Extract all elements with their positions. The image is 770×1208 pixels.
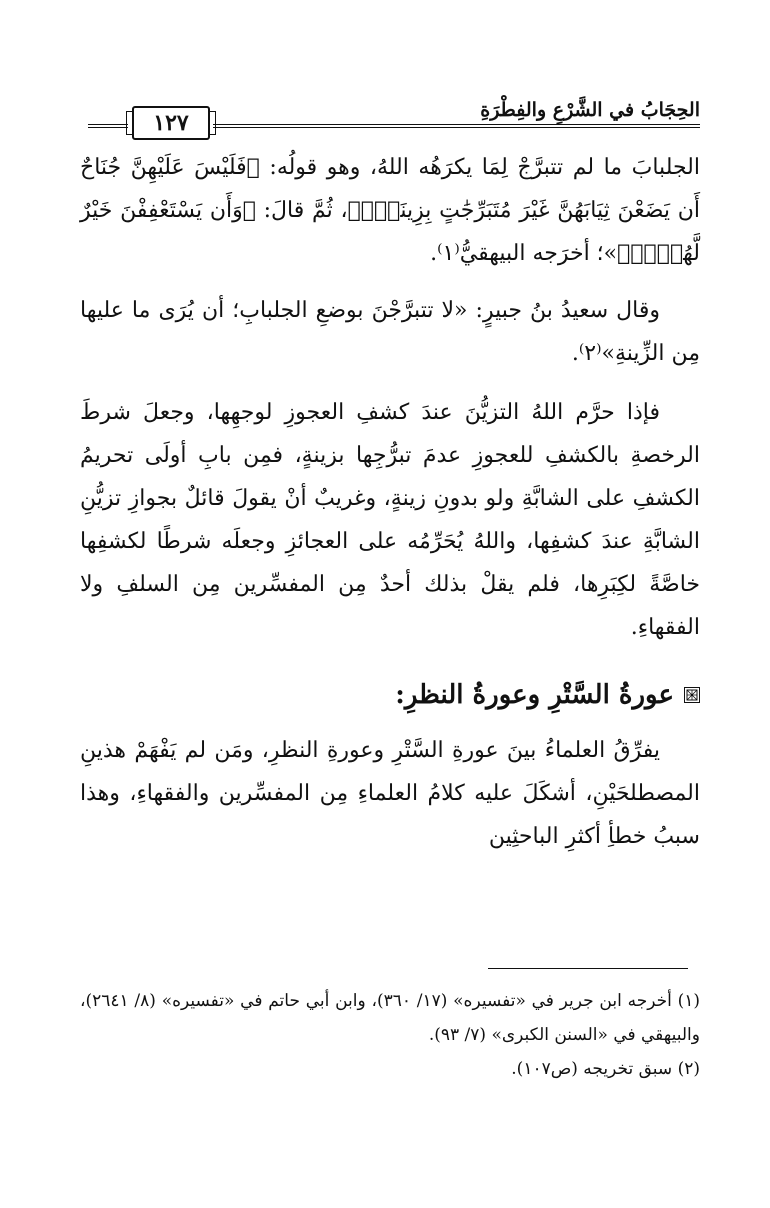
running-title: الحِجَابُ في الشَّرْعِ والفِطْرَةِ xyxy=(480,99,700,121)
header-rule-right xyxy=(213,124,700,128)
section-heading xyxy=(80,671,700,719)
paragraph: وقال سعيدُ بنُ جبيرٍ: «لا تتبرَّجْنَ بوضعِ الجلبابِ؛ أن يُرَى ما عليها مِن الزِّينةِ»⁽٢⁾. xyxy=(80,298,700,366)
running-header xyxy=(88,96,700,146)
footnote: (٢) سبق تخريجه (ص١٠٧). xyxy=(511,1059,700,1079)
header-rule-left xyxy=(88,124,128,128)
page-number: ١٢٧ xyxy=(153,110,189,136)
main-text xyxy=(80,146,700,858)
footnote-separator xyxy=(488,968,688,969)
paragraph: الجلبابَ ما لم تتبرَّجْ لِمَا يكرَهُه اللهُ، وهو قولُه: ﴿فَلَيْسَ عَلَيْهِنَّ جُنَاحٌ أَن يَضَعْنَ ثِيَابَهُنَّ غَيْرَ مُتَبَرِّجَٰتٍ بِزِينَةٍۖ﴾، ثُمَّ قالَ: ﴿وَأَن يَسْتَعْفِفْنَ خَيْرٌ لَّهُنَّۗ﴾»؛ أخرَجه البيهقيُّ⁽١⁾. xyxy=(80,155,700,266)
page-number-box xyxy=(132,106,210,140)
footnote: (١) أخرجه ابن جرير في «تفسيره» (١٧/ ٣٦٠)، وابن أبي حاتم في «تفسيره» (٨/ ٢٦٤١)، والبيهقي في «السنن الكبرى» (٧/ ٩٣). xyxy=(80,991,700,1045)
paragraph: فإذا حرَّم اللهُ التزيُّنَ عندَ كشفِ العجوزِ لوجهِها، وجعلَ شرطَ الرخصةِ بالكشفِ للعجوزِ عدمَ تبرُّجِها بزينةٍ، فمِن بابِ أولَى تحريمُ الكشفِ على الشابَّةِ ولو بدونِ زينةٍ، وغريبٌ أنْ يقولَ قائلٌ بجوازِ تزيُّنِ الشابَّةِ عندَ كشفِها، واللهُ يُحَرِّمُه على العجائزِ وجعلَه شرطًا لكشفِها خاصَّةً لكِبَرِها، فلم يقلْ بذلك أحدٌ مِن المفسِّرين مِن السلفِ ولا الفقهاءِ. xyxy=(80,400,700,640)
footnotes xyxy=(80,984,700,1086)
section-heading-text: عورةُ السَّتْرِ وعورةُ النظرِ: xyxy=(395,680,674,710)
square-ornament-icon xyxy=(684,687,700,703)
paragraph: يفرِّقُ العلماءُ بينَ عورةِ السَّتْرِ وعورةِ النظرِ، ومَن لم يَفْهَمْ هذينِ المصطلحَيْنِ، أشكَلَ عليه كلامُ العلماءِ مِن المفسِّرين والفقهاءِ، وهذا سببُ خطأِ أكثرِ الباحثِين xyxy=(80,738,700,849)
